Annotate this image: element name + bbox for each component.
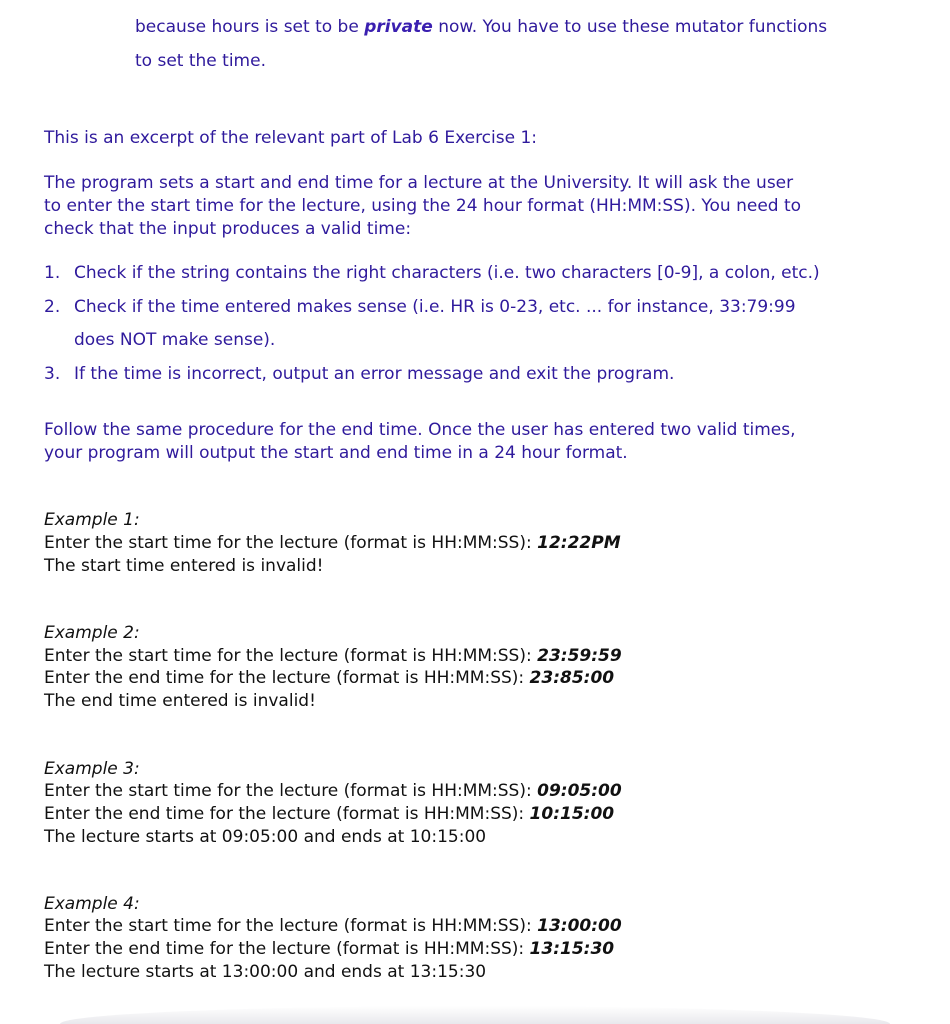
- example-start-line: [44, 645, 622, 667]
- example-title: Example 1:: [44, 510, 140, 530]
- end-input-value: 10:15:00: [529, 804, 615, 824]
- end-prompt: Enter the end time for the lecture (format is HH:MM:SS):: [44, 939, 530, 959]
- start-prompt: Enter the start time for the lecture (format is HH:MM:SS):: [44, 916, 538, 936]
- example-result: The lecture starts at 13:00:00 and ends at 13:15:30: [44, 962, 487, 982]
- start-input-value: 13:00:00: [537, 916, 622, 936]
- check-item-2: [44, 296, 796, 318]
- description-line: The program sets a start and end time for a lecture at the University. It will ask the user: [44, 173, 794, 193]
- example-start-line: [44, 915, 622, 937]
- start-input-value: 12:22PM: [537, 533, 621, 553]
- example-result: The start time entered is invalid!: [44, 556, 324, 576]
- end-prompt: Enter the end time for the lecture (format is HH:MM:SS):: [44, 668, 530, 688]
- end-input-value: 13:15:30: [529, 939, 615, 959]
- description-line: check that the input produces a valid time:: [44, 219, 412, 239]
- start-input-value: 09:05:00: [537, 781, 622, 801]
- example-start-line: [44, 532, 621, 554]
- example-title: Example 3:: [44, 759, 140, 779]
- example-title: Example 4:: [44, 894, 140, 914]
- page-bottom-shadow: [60, 1006, 890, 1024]
- check-item-3: [44, 363, 674, 385]
- example-result: The end time entered is invalid!: [44, 691, 316, 711]
- description-line: to enter the start time for the lecture, using the 24 hour format (HH:MM:SS). You need to: [44, 196, 802, 216]
- follow-line: Follow the same procedure for the end time. Once the user has entered two valid times,: [44, 420, 796, 440]
- intro-text-b: now. You have to use these mutator functions: [432, 17, 828, 37]
- intro-line-2: to set the time.: [135, 51, 266, 71]
- example-end-line: [44, 667, 614, 689]
- excerpt-heading: This is an excerpt of the relevant part of Lab 6 Exercise 1:: [44, 128, 538, 148]
- check-number: 3.: [44, 364, 61, 384]
- check-text: Check if the string contains the right characters (i.e. two characters [0-9], a colon, etc.): [74, 263, 820, 283]
- private-keyword: private: [364, 17, 433, 37]
- check-item-1: [44, 262, 820, 284]
- check-text: Check if the time entered makes sense (i.e. HR is 0-23, etc. ... for instance, 33:79:99: [74, 297, 796, 317]
- follow-line: your program will output the start and end time in a 24 hour format.: [44, 443, 628, 463]
- check-text-continued: does NOT make sense).: [74, 330, 276, 350]
- example-end-line: [44, 803, 614, 825]
- example-start-line: [44, 780, 622, 802]
- start-prompt: Enter the start time for the lecture (format is HH:MM:SS):: [44, 646, 538, 666]
- example-title: Example 2:: [44, 623, 140, 643]
- check-number: 2.: [44, 297, 61, 317]
- start-input-value: 23:59:59: [537, 646, 622, 666]
- intro-text-a: because hours is set to be: [135, 17, 365, 37]
- check-number: 1.: [44, 263, 61, 283]
- start-prompt: Enter the start time for the lecture (format is HH:MM:SS):: [44, 533, 538, 553]
- start-prompt: Enter the start time for the lecture (format is HH:MM:SS):: [44, 781, 538, 801]
- example-end-line: [44, 938, 614, 960]
- check-text: If the time is incorrect, output an error message and exit the program.: [74, 364, 675, 384]
- end-input-value: 23:85:00: [529, 668, 615, 688]
- intro-line-1: [135, 16, 827, 38]
- end-prompt: Enter the end time for the lecture (format is HH:MM:SS):: [44, 804, 530, 824]
- example-result: The lecture starts at 09:05:00 and ends at 10:15:00: [44, 827, 487, 847]
